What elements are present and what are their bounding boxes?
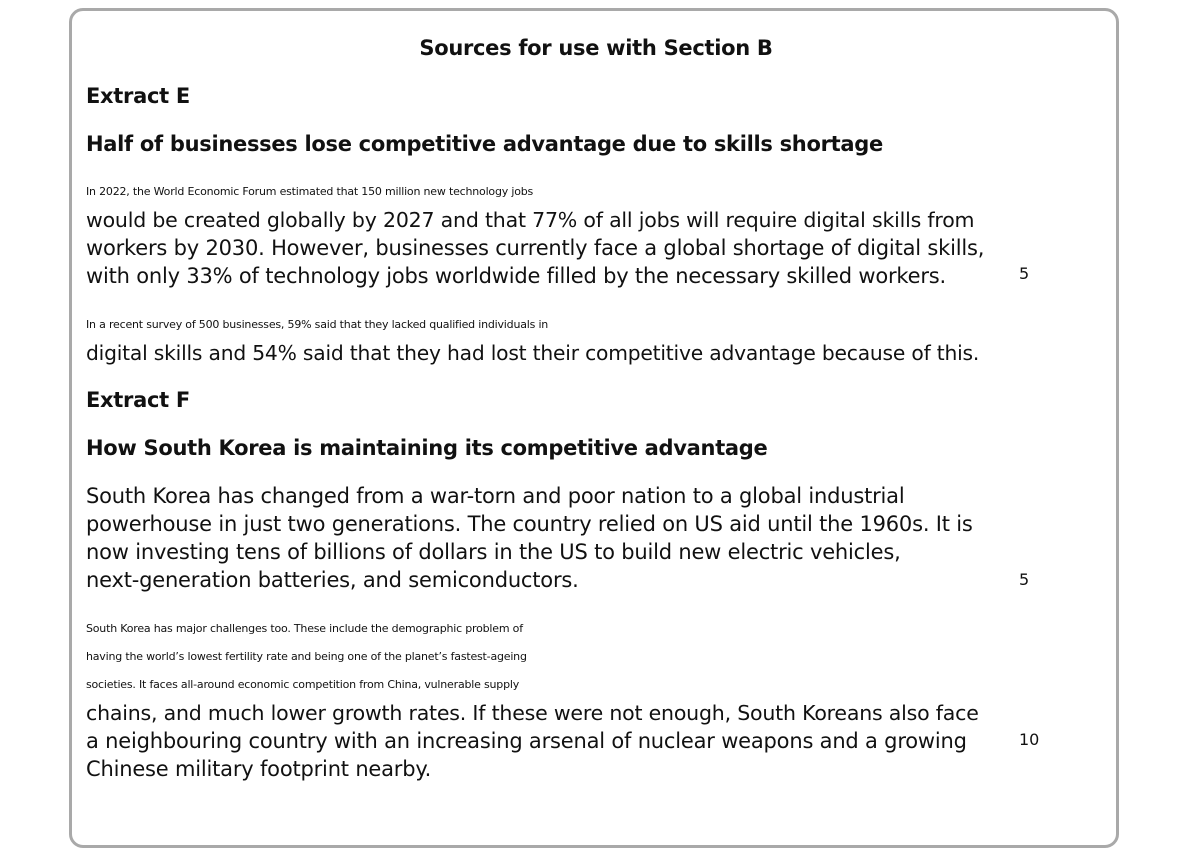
text-line: In a recent survey of 500 businesses, 59% said that they lacked qualified individuals in	[86, 318, 549, 331]
line-number-marker: 10	[1019, 730, 1040, 749]
extract-f-paragraph-2	[86, 615, 979, 783]
extract-f-label: Extract F	[86, 388, 190, 412]
text-line: powerhouse in just two generations. The country relied on US aid until the 1960s. It is	[86, 512, 973, 536]
page-title: Sources for use with Section B	[419, 36, 773, 60]
text-line: Chinese military footprint nearby.	[86, 757, 432, 781]
text-line: digital skills and 54% said that they had lost their competitive advantage because of this.	[86, 341, 980, 365]
text-line: societies. It faces all-around economic competition from China, vulnerable supply	[86, 678, 520, 691]
extract-e-headline: Half of businesses lose competitive advantage due to skills shortage	[86, 132, 883, 156]
extract-e-label: Extract E	[86, 84, 190, 108]
text-line: South Korea has changed from a war-torn and poor nation to a global industrial	[86, 484, 905, 508]
text-line: In 2022, the World Economic Forum estimated that 150 million new technology jobs	[86, 185, 534, 198]
extract-e-paragraph-1	[86, 178, 984, 290]
text-line: now investing tens of billions of dollars in the US to build new electric vehicles,	[86, 540, 901, 564]
text-line: a neighbouring country with an increasing arsenal of nuclear weapons and a growing	[86, 729, 967, 753]
extract-e-paragraph-2	[86, 311, 979, 367]
text-line: South Korea has major challenges too. These include the demographic problem of	[86, 622, 523, 635]
extract-f-paragraph-1	[86, 482, 973, 594]
text-line: with only 33% of technology jobs worldwide filled by the necessary skilled workers.	[86, 264, 947, 288]
text-line: next-generation batteries, and semiconductors.	[86, 568, 579, 592]
text-line: workers by 2030. However, businesses currently face a global shortage of digital skills,	[86, 236, 985, 260]
text-line: would be created globally by 2027 and that 77% of all jobs will require digital skills from	[86, 208, 975, 232]
extract-f-headline: How South Korea is maintaining its competitive advantage	[86, 436, 768, 460]
text-line: chains, and much lower growth rates. If these were not enough, South Koreans also face	[86, 701, 979, 725]
text-line: having the world’s lowest fertility rate and being one of the planet’s fastest-ageing	[86, 650, 527, 663]
line-number-marker: 5	[1019, 570, 1030, 589]
line-number-marker: 5	[1019, 264, 1030, 283]
